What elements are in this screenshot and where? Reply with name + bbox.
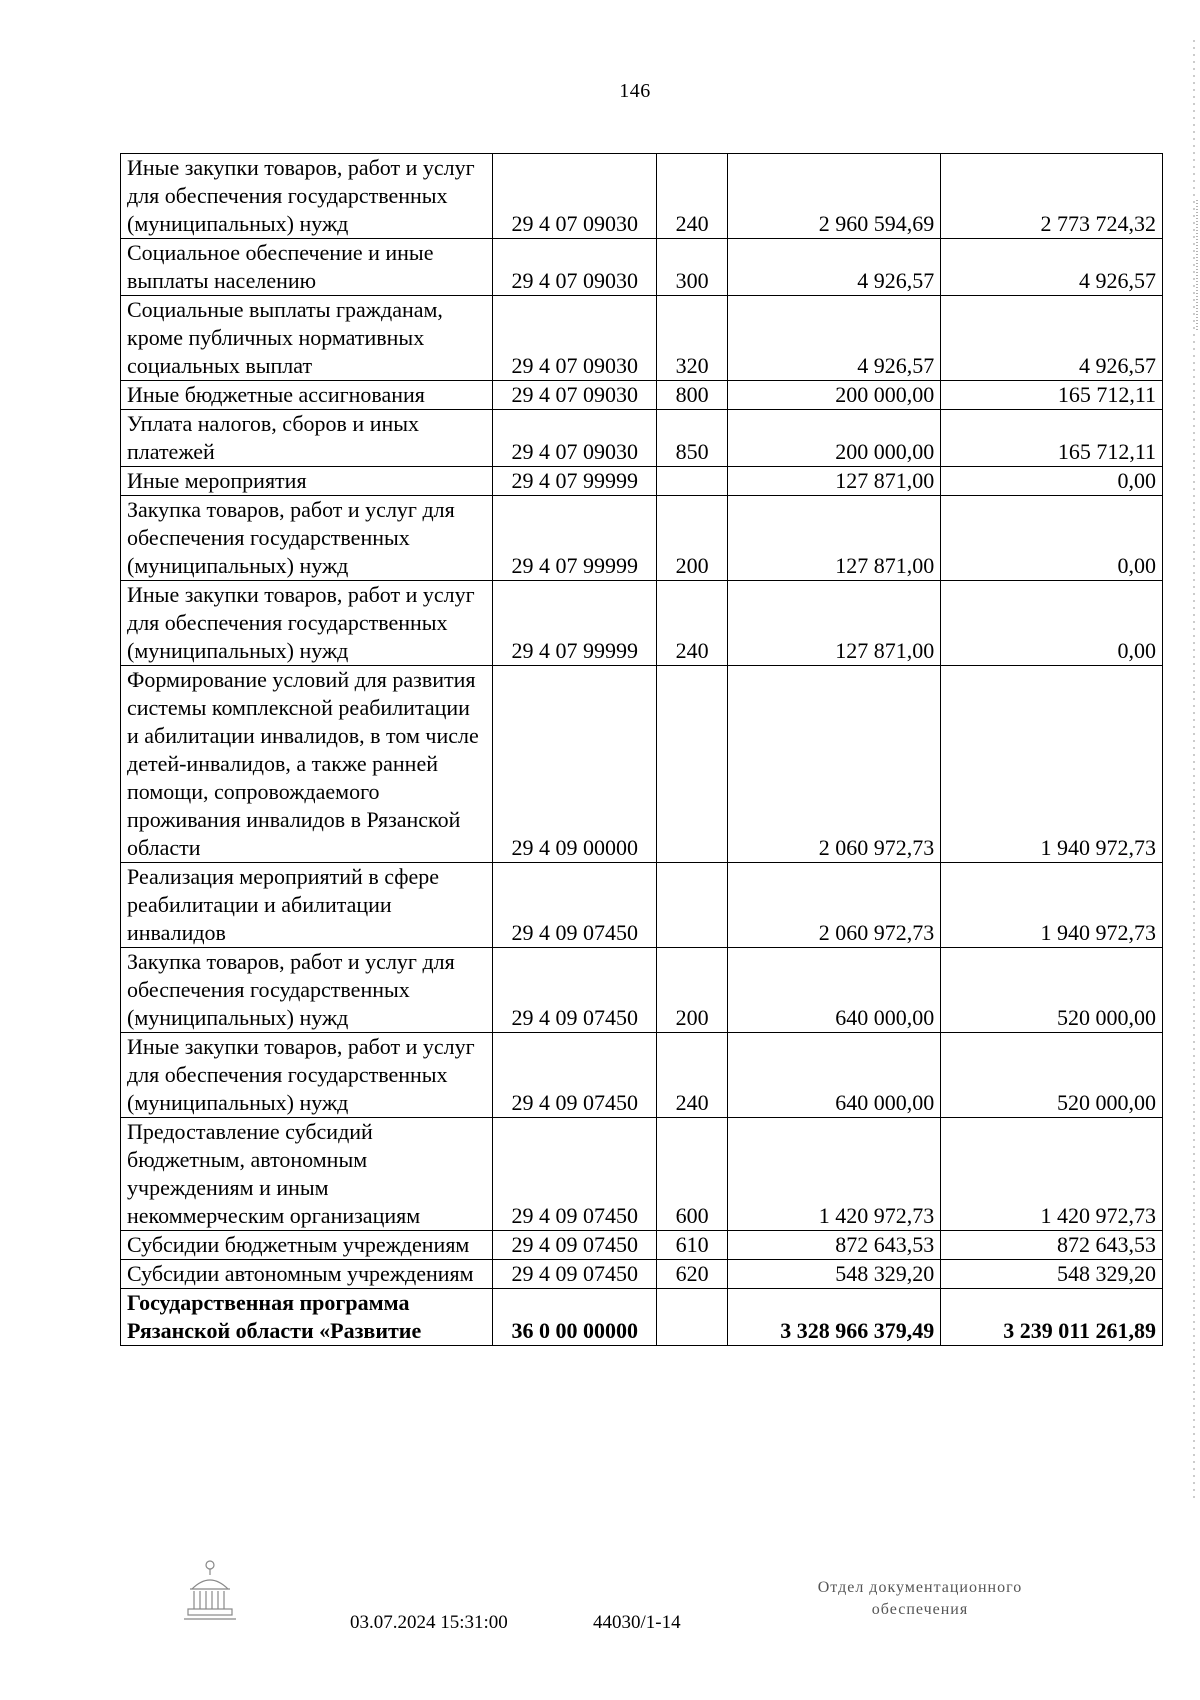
row-name-cell: Предоставление субсидий бюджетным, автономным учреждениям и иным некоммерческим организациям bbox=[121, 1118, 493, 1231]
row-type-cell bbox=[657, 467, 728, 496]
table-row bbox=[121, 467, 1163, 496]
row-actual-value-cell: 0,00 bbox=[941, 581, 1163, 666]
budget-table bbox=[120, 153, 1163, 1346]
row-type-cell bbox=[657, 666, 728, 863]
row-name-cell: Формирование условий для развития системы комплексной реабилитации и абилитации инвалидов, в том числе детей-инвалидов, а также ранней помощи, сопровождаемого проживания инвалидов в Рязанской области bbox=[121, 666, 493, 863]
row-type-cell: 320 bbox=[657, 296, 728, 381]
row-name-cell: Закупка товаров, работ и услуг для обеспечения государственных (муниципальных) нужд bbox=[121, 496, 493, 581]
row-actual-value-cell: 1 420 972,73 bbox=[941, 1118, 1163, 1231]
row-code-cell: 29 4 09 07450 bbox=[493, 1260, 657, 1289]
duma-stamp-icon bbox=[180, 1557, 240, 1627]
page-number: 146 bbox=[619, 80, 651, 102]
row-actual-value-cell: 1 940 972,73 bbox=[941, 863, 1163, 948]
row-code-cell: 29 4 07 09030 bbox=[493, 239, 657, 296]
footer-department-line1: Отдел документационного bbox=[817, 1579, 1023, 1596]
row-plan-value-cell: 127 871,00 bbox=[728, 467, 941, 496]
budget-table-body bbox=[121, 154, 1163, 1346]
row-actual-value-cell: 872 643,53 bbox=[941, 1231, 1163, 1260]
row-name-cell: Иные закупки товаров, работ и услуг для обеспечения государственных (муниципальных) нужд bbox=[121, 1033, 493, 1118]
row-type-cell bbox=[657, 863, 728, 948]
row-name-cell: Иные бюджетные ассигнования bbox=[121, 381, 493, 410]
row-actual-value-cell: 3 239 011 261,89 bbox=[941, 1289, 1163, 1346]
row-plan-value-cell: 640 000,00 bbox=[728, 948, 941, 1033]
row-name-cell: Иные закупки товаров, работ и услуг для обеспечения государственных (муниципальных) нужд bbox=[121, 154, 493, 239]
row-name-cell: Субсидии бюджетным учреждениям bbox=[121, 1231, 493, 1260]
row-code-cell: 29 4 07 99999 bbox=[493, 467, 657, 496]
row-plan-value-cell: 3 328 966 379,49 bbox=[728, 1289, 941, 1346]
row-type-cell: 300 bbox=[657, 239, 728, 296]
row-actual-value-cell: 0,00 bbox=[941, 467, 1163, 496]
row-code-cell: 29 4 07 99999 bbox=[493, 581, 657, 666]
table-row bbox=[121, 1231, 1163, 1260]
row-actual-value-cell: 520 000,00 bbox=[941, 1033, 1163, 1118]
table-row bbox=[121, 496, 1163, 581]
row-type-cell: 600 bbox=[657, 1118, 728, 1231]
row-code-cell: 36 0 00 00000 bbox=[493, 1289, 657, 1346]
table-row bbox=[121, 1260, 1163, 1289]
row-plan-value-cell: 872 643,53 bbox=[728, 1231, 941, 1260]
row-plan-value-cell: 2 060 972,73 bbox=[728, 666, 941, 863]
row-name-cell: Государственная программа Рязанской области «Развитие bbox=[121, 1289, 493, 1346]
row-plan-value-cell: 200 000,00 bbox=[728, 410, 941, 467]
row-plan-value-cell: 2 060 972,73 bbox=[728, 863, 941, 948]
table-row bbox=[121, 1289, 1163, 1346]
table-row bbox=[121, 381, 1163, 410]
row-plan-value-cell: 2 960 594,69 bbox=[728, 154, 941, 239]
row-type-cell: 610 bbox=[657, 1231, 728, 1260]
table-row bbox=[121, 410, 1163, 467]
row-code-cell: 29 4 09 07450 bbox=[493, 1118, 657, 1231]
row-plan-value-cell: 640 000,00 bbox=[728, 1033, 941, 1118]
row-code-cell: 29 4 07 09030 bbox=[493, 296, 657, 381]
table-row bbox=[121, 863, 1163, 948]
row-type-cell: 800 bbox=[657, 381, 728, 410]
row-type-cell: 200 bbox=[657, 496, 728, 581]
footer-department-stamp bbox=[770, 1577, 1070, 1621]
row-code-cell: 29 4 09 07450 bbox=[493, 1033, 657, 1118]
row-name-cell: Реализация мероприятий в сфере реабилитации и абилитации инвалидов bbox=[121, 863, 493, 948]
table-row bbox=[121, 666, 1163, 863]
row-name-cell: Социальное обеспечение и иные выплаты населению bbox=[121, 239, 493, 296]
table-row bbox=[121, 581, 1163, 666]
row-code-cell: 29 4 09 00000 bbox=[493, 666, 657, 863]
row-code-cell: 29 4 07 09030 bbox=[493, 154, 657, 239]
row-plan-value-cell: 4 926,57 bbox=[728, 296, 941, 381]
row-name-cell: Субсидии автономным учреждениям bbox=[121, 1260, 493, 1289]
row-actual-value-cell: 165 712,11 bbox=[941, 381, 1163, 410]
row-name-cell: Иные мероприятия bbox=[121, 467, 493, 496]
row-code-cell: 29 4 09 07450 bbox=[493, 863, 657, 948]
row-actual-value-cell: 0,00 bbox=[941, 496, 1163, 581]
footer-reg-number: 44030/1-14 bbox=[593, 1612, 681, 1633]
row-code-cell: 29 4 07 99999 bbox=[493, 496, 657, 581]
table-row bbox=[121, 296, 1163, 381]
page-edge-scan-artifact bbox=[1188, 0, 1200, 1695]
row-code-cell: 29 4 07 09030 bbox=[493, 410, 657, 467]
row-plan-value-cell: 127 871,00 bbox=[728, 581, 941, 666]
row-type-cell bbox=[657, 1289, 728, 1346]
table-row bbox=[121, 154, 1163, 239]
row-actual-value-cell: 165 712,11 bbox=[941, 410, 1163, 467]
footer-date: 03.07.2024 15:31:00 bbox=[350, 1612, 508, 1633]
row-actual-value-cell: 548 329,20 bbox=[941, 1260, 1163, 1289]
row-type-cell: 240 bbox=[657, 581, 728, 666]
row-actual-value-cell: 4 926,57 bbox=[941, 239, 1163, 296]
row-code-cell: 29 4 09 07450 bbox=[493, 948, 657, 1033]
footer-department-line2: обеспечения bbox=[871, 1601, 969, 1618]
row-type-cell: 850 bbox=[657, 410, 728, 467]
row-code-cell: 29 4 09 07450 bbox=[493, 1231, 657, 1260]
row-code-cell: 29 4 07 09030 bbox=[493, 381, 657, 410]
row-actual-value-cell: 1 940 972,73 bbox=[941, 666, 1163, 863]
row-plan-value-cell: 127 871,00 bbox=[728, 496, 941, 581]
row-type-cell: 240 bbox=[657, 1033, 728, 1118]
row-plan-value-cell: 4 926,57 bbox=[728, 239, 941, 296]
row-type-cell: 200 bbox=[657, 948, 728, 1033]
table-row bbox=[121, 948, 1163, 1033]
row-name-cell: Иные закупки товаров, работ и услуг для обеспечения государственных (муниципальных) нужд bbox=[121, 581, 493, 666]
row-actual-value-cell: 2 773 724,32 bbox=[941, 154, 1163, 239]
table-row bbox=[121, 1033, 1163, 1118]
row-type-cell: 620 bbox=[657, 1260, 728, 1289]
row-type-cell: 240 bbox=[657, 154, 728, 239]
row-name-cell: Уплата налогов, сборов и иных платежей bbox=[121, 410, 493, 467]
row-plan-value-cell: 1 420 972,73 bbox=[728, 1118, 941, 1231]
table-row bbox=[121, 239, 1163, 296]
row-actual-value-cell: 520 000,00 bbox=[941, 948, 1163, 1033]
table-row bbox=[121, 1118, 1163, 1231]
row-name-cell: Закупка товаров, работ и услуг для обеспечения государственных (муниципальных) нужд bbox=[121, 948, 493, 1033]
row-plan-value-cell: 548 329,20 bbox=[728, 1260, 941, 1289]
row-plan-value-cell: 200 000,00 bbox=[728, 381, 941, 410]
row-name-cell: Социальные выплаты гражданам, кроме публичных нормативных социальных выплат bbox=[121, 296, 493, 381]
row-actual-value-cell: 4 926,57 bbox=[941, 296, 1163, 381]
